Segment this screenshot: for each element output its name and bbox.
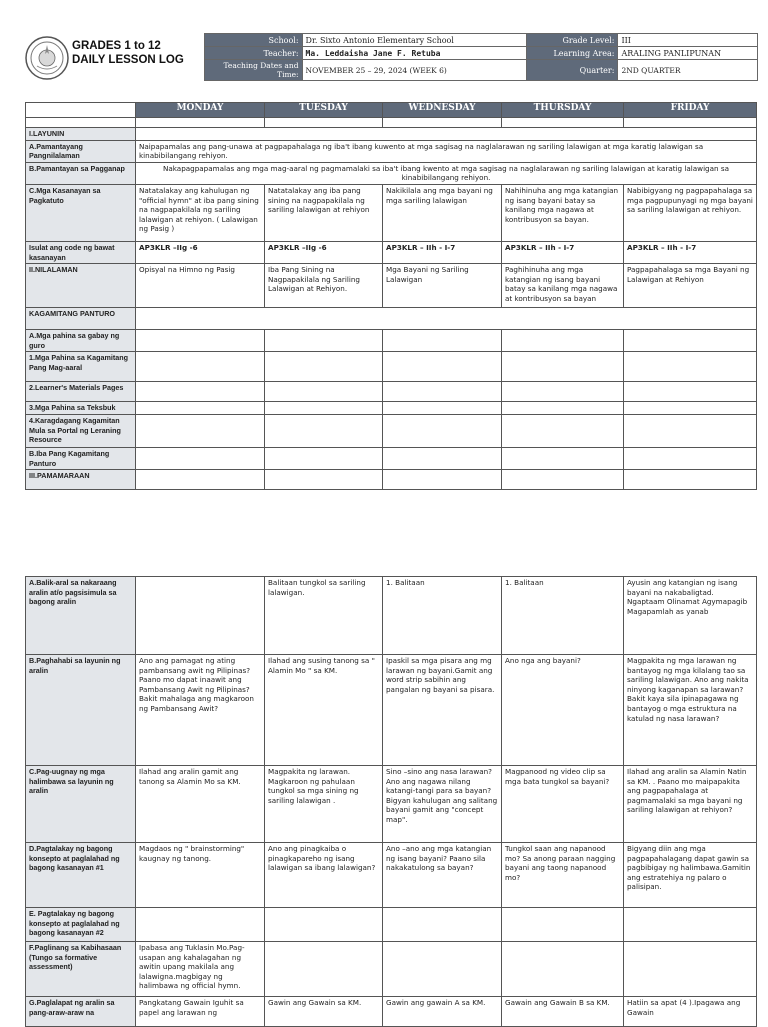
quarter-label: Quarter: <box>526 60 618 81</box>
pamantayan-sa-pagganap-text: Nakapagpapamalas ang mga mag-aaral ng pagmamalaki sa iba't ibang kwento at mga sagisag na naglalarawan ng sariling lalawigan at karatig lalawigan sa kinabibilangang rehiyon. <box>136 162 757 184</box>
school-label: School: <box>205 34 303 47</box>
paghahabi-monday: Ano ang pamagat ng ating pambansang awit ng Pilipinas? Paano mo dapat inaawit ang Pambansang Awit ng Pilipinas? Bakit mahalaga ang magkaroon ng Pambansang Awit? <box>136 655 265 766</box>
area-label: Learning Area: <box>526 47 618 60</box>
row-label-paglinang: F.Paglinang sa Kabihasaan (Tungo sa formative assessment) <box>26 942 136 997</box>
dates-label: Teaching Dates and Time: <box>205 60 303 81</box>
pag-uugnay-tuesday: Magpakita ng larawan. Magkaroon ng pahulaan tungkol sa mga sining ng sariling lalawigan . <box>265 766 383 843</box>
paglalapat-friday: Hatiin sa apat (4 ).Ipagawa ang Gawain <box>624 997 757 1027</box>
row-label-balik-aral: A.Balik-aral sa nakaraang aralin at/o pagsisimula sa bagong aralin <box>26 577 136 655</box>
header-info-table <box>204 33 758 81</box>
row-label-kagamitang-pang-mag-aaral: 1.Mga Pahina sa Kagamitang Pang Mag-aaral <box>26 352 136 382</box>
code-wednesday: AP3KLR – IIh - I-7 <box>383 241 502 263</box>
balik-aral-monday <box>136 577 265 655</box>
quarter-value: 2ND QUARTER <box>618 60 758 81</box>
row-label-teksbuk: 3.Mga Pahina sa Teksbuk <box>26 402 136 415</box>
kasanayan-thursday: Nahihinuha ang mga katangian ng isang bayani batay sa kanilang mga nagawa at kontribusyon sa bayan. <box>502 184 624 241</box>
paglalapat-wednesday: Gawin ang gawain A sa KM. <box>383 997 502 1027</box>
procedure-table <box>25 576 757 1027</box>
day-friday: FRIDAY <box>624 103 757 118</box>
page-header <box>22 33 758 83</box>
row-label-pamantayan-sa-pagganap: B.Pamantayan sa Pagganap <box>26 162 136 184</box>
row-label-code: Isulat ang code ng bawat kasanayan <box>26 241 136 263</box>
grade-label: Grade Level: <box>526 34 618 47</box>
nilalaman-monday: Opisyal na Himno ng Pasig <box>136 264 265 308</box>
row-label-layunin: I.LAYUNIN <box>26 128 136 141</box>
code-friday: AP3KLR – IIh - I-7 <box>624 241 757 263</box>
kasanayan-wednesday: Nakikilala ang mga bayani ng mga sariling lalawigan <box>383 184 502 241</box>
pag-uugnay-wednesday: Sino –sino ang nasa larawan? Ano ang nagawa nilang katangi-tangi para sa bayan? Bigyan kahulugan ang salitang bayani gamit ang "concept map". <box>383 766 502 843</box>
row-label-pagtalakay-1: D.Pagtalakay ng bagong konsepto at paglalahad ng bagong kasanayan #1 <box>26 843 136 908</box>
balik-aral-friday: Ayusin ang katangian ng isang bayani na nakabaligtad. Ngaptaam Olinamat Agymapagib Magapamlah as yanab <box>624 577 757 655</box>
pagtalakay-1-thursday: Tungkol saan ang napanood mo? Sa anong paraan nagging bayani ang taong napanood mo? <box>502 843 624 908</box>
pag-uugnay-thursday: Magpanood ng video clip sa mga bata tungkol sa bayani? <box>502 766 624 843</box>
pagtalakay-1-monday: Magdaos ng " brainstorming" kaugnay ng tanong. <box>136 843 265 908</box>
row-label-pag-uugnay: C.Pag-uugnay ng mga halimbawa sa layunin ng aralin <box>26 766 136 843</box>
code-monday: AP3KLR –IIg -6 <box>136 241 265 263</box>
pag-uugnay-monday: Ilahad ang aralin gamit ang tanong sa Alamin Mo sa KM. <box>136 766 265 843</box>
paghahabi-friday: Magpakita ng mga larawan ng bantayog ng mga kilalang tao sa sariling lalawigan. Ano ang nakita ninyong kaganapan sa larawan? Bakit kaya sila ipinapagawa ng bantayog o mga estruktura na katulad ng nasa larawan? <box>624 655 757 766</box>
paglinang-monday: Ipabasa ang Tuklasin Mo.Pag-usapan ang kahalagahan ng awitin upang makilala ang lalawigna.magbigay ng halimbawa ng official hymn. <box>136 942 265 997</box>
paglalapat-tuesday: Gawin ang Gawain sa KM. <box>265 997 383 1027</box>
balik-aral-wednesday: 1. Balitaan <box>383 577 502 655</box>
nilalaman-tuesday: Iba Pang Sining na Nagpapakilala ng Sariling Lalawigan at Rehiyon. <box>265 264 383 308</box>
row-label-pamantayang-pangnilalaman: A.Pamantayang Pangnilalaman <box>26 140 136 162</box>
day-monday: MONDAY <box>136 103 265 118</box>
row-label-iba-pang-kagamitan: B.Iba Pang Kagamitang Panturo <box>26 447 136 469</box>
row-label-pamamaraan: III.PAMAMARAAN <box>26 470 136 490</box>
row-label-kasanayan: C.Mga Kasanayan sa Pagkatuto <box>26 184 136 241</box>
deped-seal-icon <box>25 36 69 80</box>
kasanayan-monday: Natatalakay ang kahulugan ng "official hymn" at iba pang sining na nagpapakilala ng sariling lalawigan at rehiyon. ( Lalawigan ng Pasig ) <box>136 184 265 241</box>
row-label-paglalapat: G.Paglalapat ng aralin sa pang-araw-araw na <box>26 997 136 1027</box>
paghahabi-tuesday: Ilahad ang susing tanong sa " Alamin Mo " sa KM. <box>265 655 383 766</box>
row-label-paghahabi: B.Paghahabi sa layunin ng aralin <box>26 655 136 766</box>
paghahabi-thursday: Ano nga ang bayani? <box>502 655 624 766</box>
day-wednesday: WEDNESDAY <box>383 103 502 118</box>
pagtalakay-1-tuesday: Ano ang pinagkaiba o pinagkapareho ng isang lalawigan sa ibang lalawigan? <box>265 843 383 908</box>
paghahabi-wednesday: Ipaskil sa mga pisara ang mg larawan ng bayani.Gamit ang word strip sabihin ang pangalan ng bayani sa pisara. <box>383 655 502 766</box>
nilalaman-friday: Pagpapahalaga sa mga Bayani ng Lalawigan at Rehiyon <box>624 264 757 308</box>
code-tuesday: AP3KLR –IIg -6 <box>265 241 383 263</box>
pagtalakay-1-wednesday: Ano –ano ang mga katangian ng isang bayani? Paano sila nakakatulong sa bayan? <box>383 843 502 908</box>
objectives-table <box>25 102 757 490</box>
paglalapat-monday: Pangkatang Gawain Iguhit sa papel ang larawan ng <box>136 997 265 1027</box>
balik-aral-thursday: 1. Balitaan <box>502 577 624 655</box>
nilalaman-wednesday: Mga Bayani ng Sariling Lalawigan <box>383 264 502 308</box>
row-label-learners-materials: 2.Learner's Materials Pages <box>26 382 136 402</box>
row-label-pagtalakay-2: E. Pagtalakay ng bagong konsepto at paglalahad ng bagong kasanayan #2 <box>26 908 136 942</box>
teacher-value: Ma. Leddaisha Jane F. Retuba <box>302 47 526 60</box>
title-line-1: GRADES 1 to 12 <box>72 40 161 52</box>
school-value: Dr. Sixto Antonio Elementary School <box>302 34 526 47</box>
row-label-karagdagang-kagamitan: 4.Karagdagang Kagamitan Mula sa Portal ng Leraning Resource <box>26 414 136 447</box>
corner-cell <box>26 103 136 118</box>
title-line-2: DAILY LESSON LOG <box>72 54 184 66</box>
row-label-gabay-guro: A.Mga pahina sa gabay ng guro <box>26 330 136 352</box>
grade-value: III <box>618 34 758 47</box>
row-label-kagamitan: KAGAMITANG PANTURO <box>26 308 136 330</box>
kasanayan-friday: Nabibigyang ng pagpapahalaga sa mga pagpupunyagi ng mga bayani sa sariling lalawigan at rehiyon. <box>624 184 757 241</box>
teacher-label: Teacher: <box>205 47 303 60</box>
code-thursday: AP3KLR – IIh - I-7 <box>502 241 624 263</box>
row-label-nilalaman: II.NILALAMAN <box>26 264 136 308</box>
kasanayan-tuesday: Natatalakay ang iba pang sining na nagpapakilala ng sariling lalawigan at rehiyon <box>265 184 383 241</box>
day-thursday: THURSDAY <box>502 103 624 118</box>
dates-value: NOVEMBER 25 – 29, 2024 (WEEK 6) <box>302 60 526 81</box>
nilalaman-thursday: Paghihinuha ang mga katangian ng isang bayani batay sa kanilang mga nagawa at kontribusyon sa bayan <box>502 264 624 308</box>
balik-aral-tuesday: Balitaan tungkol sa sariling lalawigan. <box>265 577 383 655</box>
pamantayang-pangnilalaman-text: Naipapamalas ang pang-unawa at pagpapahalaga ng iba't ibang kuwento at mga sagisag na naglalarawan ng sariling lalawigan at mga karatig lalawigan sa kinabibilangang rehiyon. <box>136 140 757 162</box>
pagtalakay-1-friday: Bigyang diin ang mga pagpapahalagang dapat gawin sa pagbibigay ng halimbawa.Gamitin ang estratehiya ng palaro o palisipan. <box>624 843 757 908</box>
day-tuesday: TUESDAY <box>265 103 383 118</box>
area-value: ARALING PANLIPUNAN <box>618 47 758 60</box>
form-title <box>72 39 222 67</box>
pag-uugnay-friday: Ilahad ang aralin sa Alamin Natin sa KM. . Paano mo maipapakita ang pagpapahalaga at pagmamalaki sa mga bayani ng sariling lalawigan at rehiyon? <box>624 766 757 843</box>
paglalapat-thursday: Gawain ang Gawain B sa KM. <box>502 997 624 1027</box>
